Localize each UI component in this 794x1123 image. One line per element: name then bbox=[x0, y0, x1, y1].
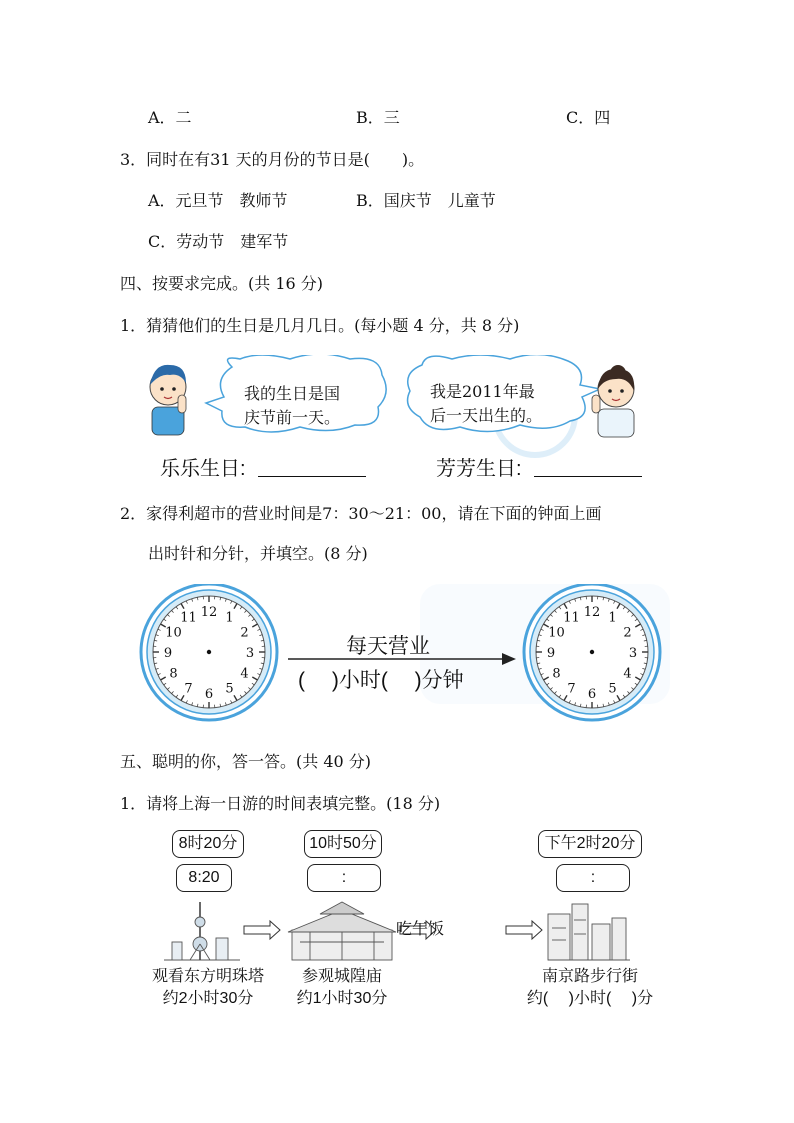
clock-number: 11 bbox=[563, 610, 580, 626]
clock-caption-top: 每天营业 bbox=[346, 635, 430, 658]
clock-center-dot bbox=[590, 650, 594, 654]
stop3-place: 南京路步行街 bbox=[541, 968, 638, 985]
s4-q2-stem-line1: 2．家得利超市的营业时间是7：30～21：00，请在下面的钟面上画 bbox=[120, 504, 602, 523]
clock-number: 12 bbox=[200, 605, 218, 620]
clock-number: 12 bbox=[583, 605, 601, 620]
girl-birthday-answer-line[interactable] bbox=[534, 476, 642, 477]
s4-q2-stem-line2: 出时针和分针，并填空。(8 分) bbox=[148, 544, 368, 563]
boy-birthday-answer-line[interactable] bbox=[258, 476, 366, 477]
girl-icon bbox=[592, 365, 634, 437]
stop2-time-cn: 10时50分 bbox=[304, 830, 382, 858]
clock-number: 4 bbox=[623, 666, 632, 682]
clock-number: 9 bbox=[163, 646, 173, 661]
clock-face-right[interactable] bbox=[524, 584, 660, 720]
girl-birthday-label: 芳芳生日: bbox=[436, 458, 522, 480]
section4-title: 四、按要求完成。(共 16 分) bbox=[120, 274, 324, 293]
q2-option-a: A．二 bbox=[148, 108, 192, 127]
stop2-duration: 约1小时30分 bbox=[296, 990, 388, 1007]
stop1-place: 观看东方明珠塔 bbox=[151, 968, 264, 985]
q3-stem: 3．同时在有31 天的月份的节日是( )。 bbox=[120, 150, 425, 169]
clock-face-left[interactable] bbox=[141, 584, 277, 720]
girl-bubble-line1: 我是2011年最 bbox=[430, 382, 535, 401]
stop2-place: 参观城隍庙 bbox=[301, 968, 382, 985]
clock-number: 3 bbox=[628, 646, 638, 661]
q2-option-b: B．三 bbox=[356, 108, 400, 127]
clock-number: 11 bbox=[180, 610, 197, 626]
section5-title: 五、聪明的你，答一答。(共 40 分) bbox=[120, 752, 372, 771]
clock-number: 8 bbox=[169, 666, 178, 682]
clock-number: 1 bbox=[225, 610, 234, 626]
clock-number: 3 bbox=[245, 646, 255, 661]
clock-number: 6 bbox=[204, 687, 214, 702]
stop3-duration[interactable]: 约( )小时( )分 bbox=[526, 990, 654, 1007]
nanjing-road-icon bbox=[548, 904, 630, 960]
s5-q1-stem: 1．请将上海一日游的时间表填完整。(18 分) bbox=[120, 794, 441, 813]
clock-number: 2 bbox=[623, 625, 632, 641]
clock-number: 5 bbox=[608, 681, 617, 697]
s4-q1-stem: 1．猜猜他们的生日是几月几日。(每小题 4 分，共 8 分) bbox=[120, 316, 520, 335]
q2-option-c: C．四 bbox=[566, 108, 611, 127]
clock-center-dot bbox=[207, 650, 211, 654]
clock-number: 7 bbox=[567, 681, 576, 697]
boy-icon bbox=[150, 365, 186, 435]
clock-number: 9 bbox=[546, 646, 556, 661]
clock-number: 7 bbox=[184, 681, 193, 697]
stop3-time-cn: 下午2时20分 bbox=[538, 830, 642, 858]
clock-number: 8 bbox=[552, 666, 561, 682]
city-god-temple-icon bbox=[288, 902, 396, 960]
stop1-time-digital: 8:20 bbox=[176, 864, 232, 892]
q3-option-b: B．国庆节 儿童节 bbox=[356, 191, 496, 210]
clock-number: 2 bbox=[240, 625, 249, 641]
girl-bubble-line2: 后一天出生的。 bbox=[430, 406, 543, 425]
clock-number: 10 bbox=[165, 625, 182, 641]
stop3-time-digital[interactable]: : bbox=[556, 864, 630, 892]
boy-birthday-label: 乐乐生日: bbox=[160, 458, 246, 480]
clock-number: 10 bbox=[548, 625, 565, 641]
q3-option-a: A．元旦节 教师节 bbox=[148, 191, 288, 210]
stop1-time-cn: 8时20分 bbox=[172, 830, 244, 858]
lunch-label: 吃午饭 bbox=[396, 921, 445, 938]
clock-number: 5 bbox=[225, 681, 234, 697]
oriental-pearl-tower-icon bbox=[164, 902, 240, 960]
q3-option-c: C．劳动节 建军节 bbox=[148, 232, 289, 251]
clock-caption-bottom: ( )小时( )分钟 bbox=[298, 669, 464, 692]
hollow-arrow-icon bbox=[506, 921, 542, 939]
clock-number: 4 bbox=[240, 666, 249, 682]
stop2-time-digital[interactable]: : bbox=[307, 864, 381, 892]
clock-number: 6 bbox=[587, 687, 597, 702]
boy-bubble-line1: 我的生日是国 bbox=[244, 384, 341, 403]
stop1-duration: 约2小时30分 bbox=[162, 990, 254, 1007]
boy-bubble-line2: 庆节前一天。 bbox=[244, 408, 341, 427]
clock-number: 1 bbox=[608, 610, 617, 626]
hollow-arrow-icon bbox=[244, 921, 280, 939]
